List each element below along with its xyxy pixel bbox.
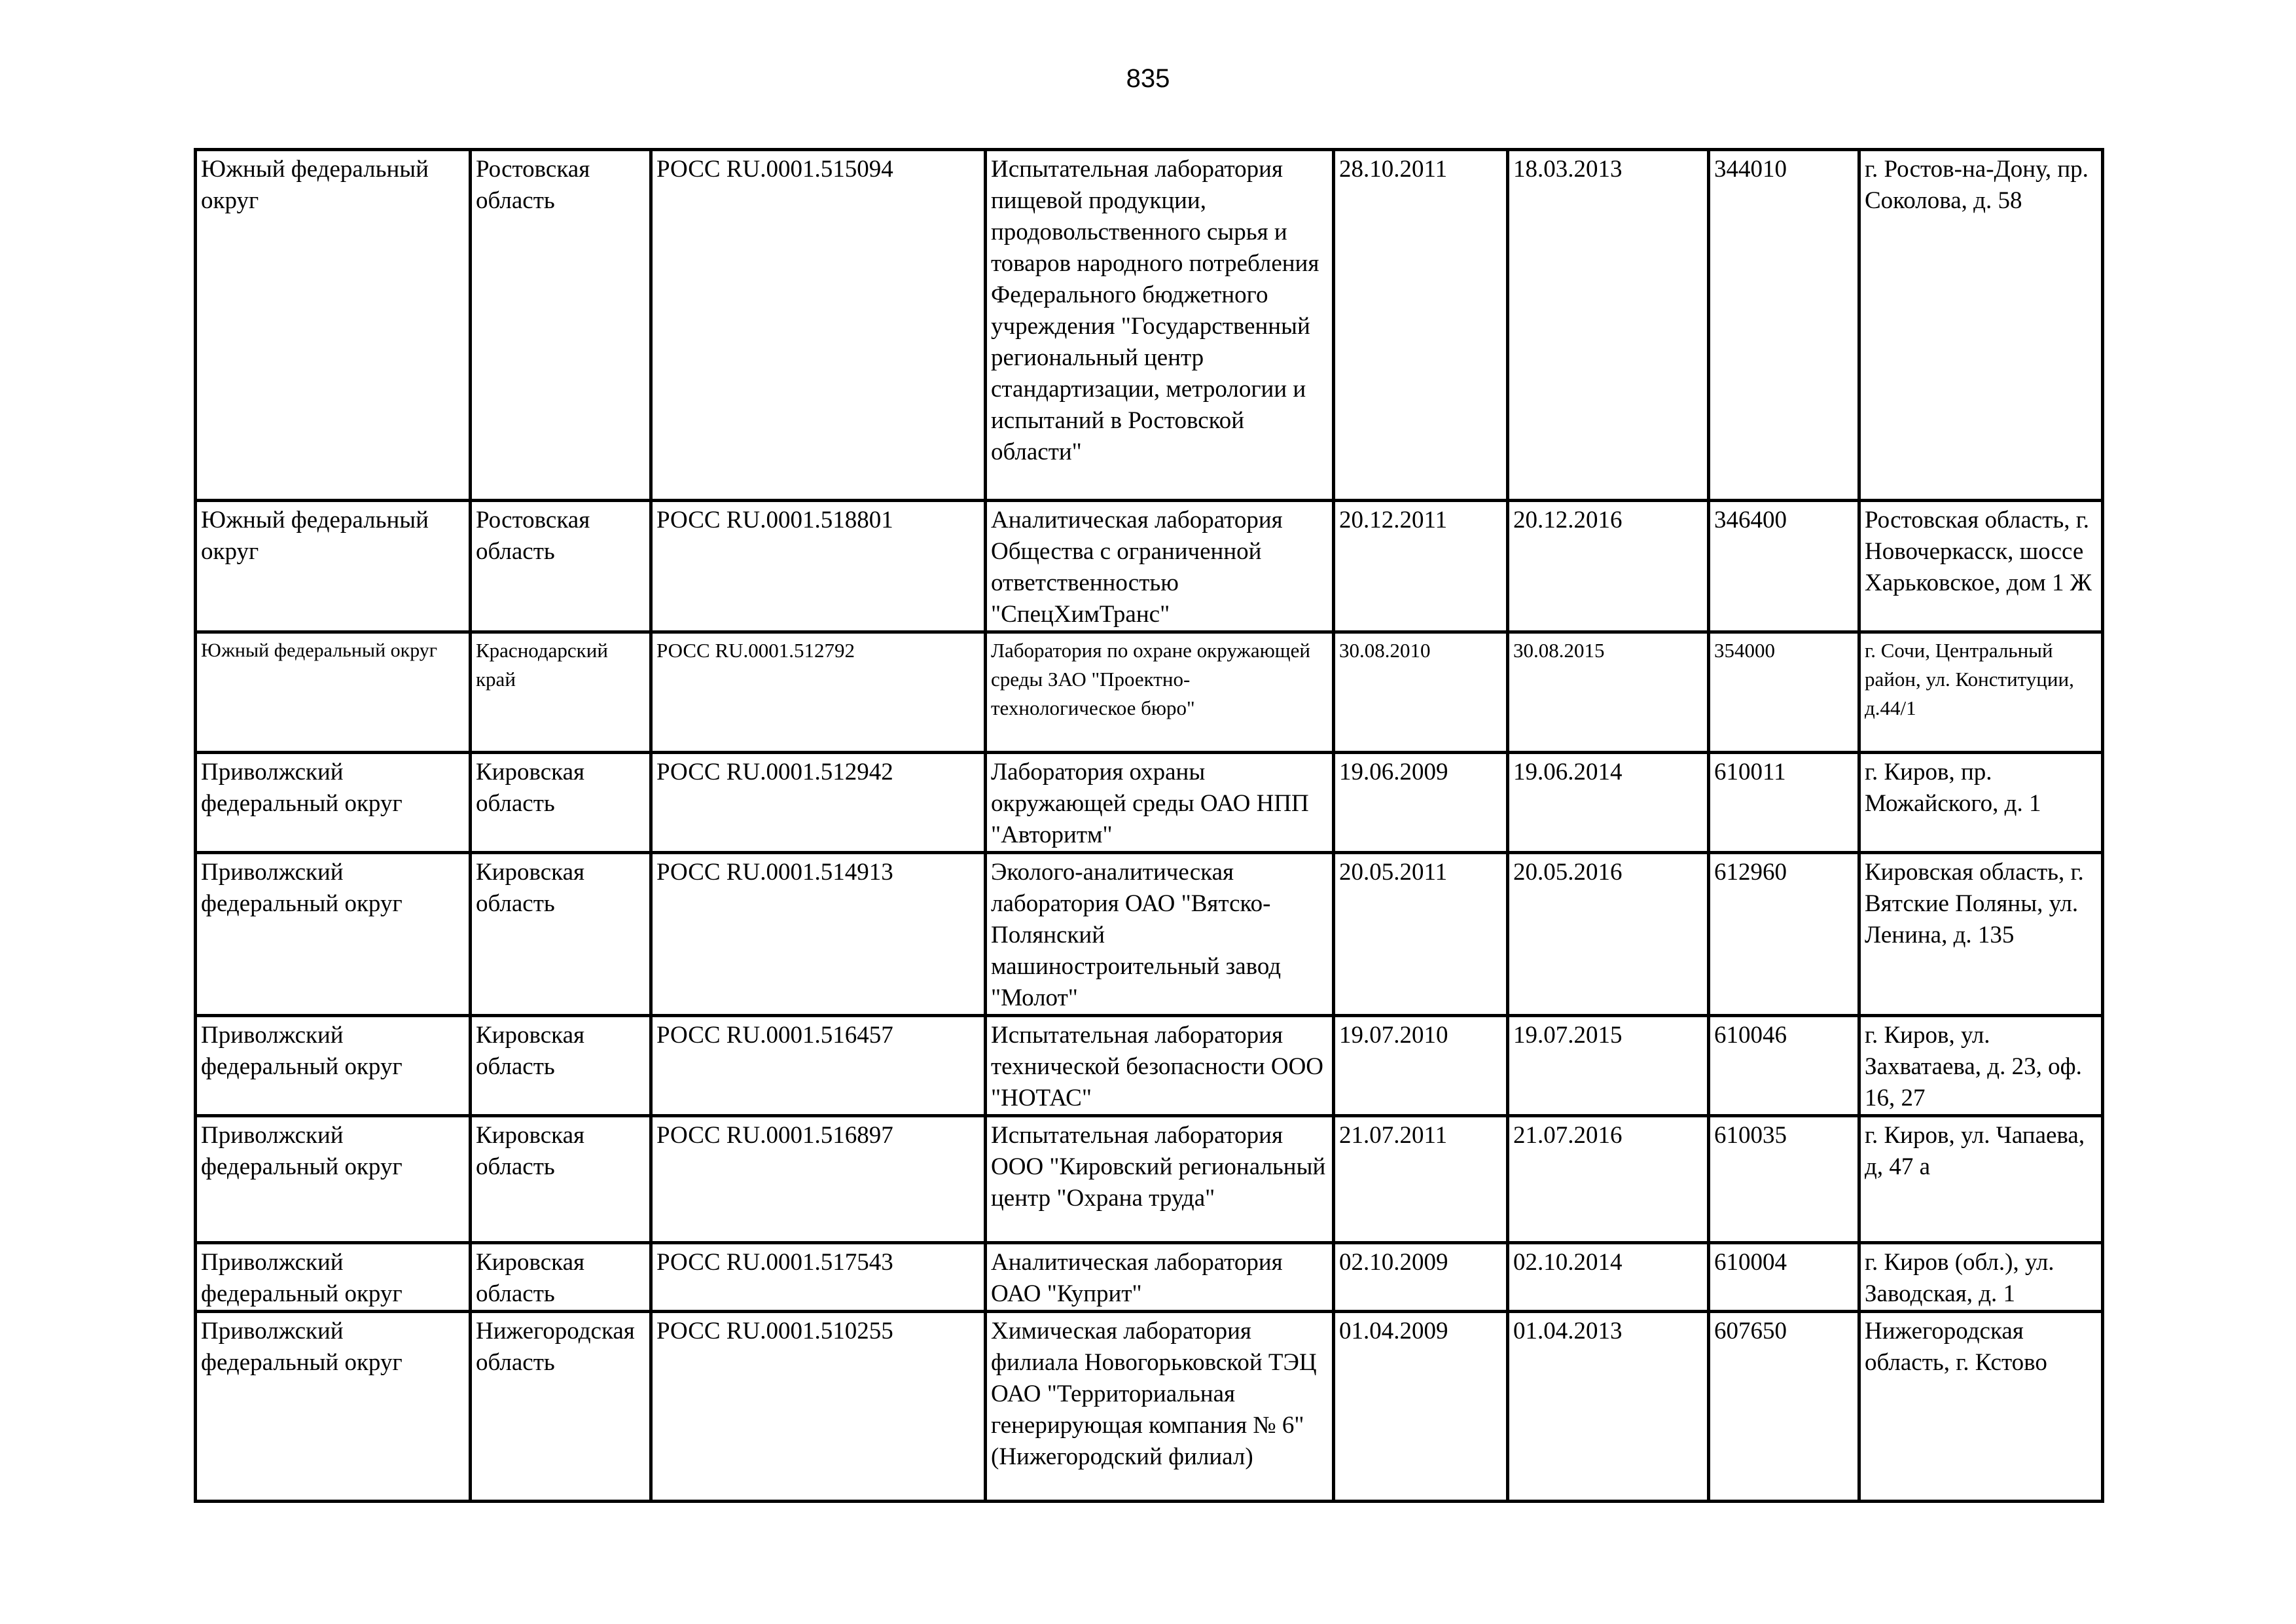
reg-number-cell: РОСС RU.0001.518801 <box>651 501 986 632</box>
laboratory-registry-table <box>194 148 2104 1503</box>
region-cell: Ростовская область <box>471 150 651 501</box>
date-from-cell: 19.06.2009 <box>1334 753 1508 853</box>
reg-number-cell: РОСС RU.0001.516457 <box>651 1016 986 1116</box>
postcode-cell: 607650 <box>1709 1312 1859 1502</box>
date-to-cell: 19.07.2015 <box>1508 1016 1709 1116</box>
date-to-cell: 19.06.2014 <box>1508 753 1709 853</box>
table-row <box>196 753 2103 853</box>
date-from-cell: 28.10.2011 <box>1334 150 1508 501</box>
reg-number-cell: РОСС RU.0001.517543 <box>651 1243 986 1312</box>
date-from-cell: 02.10.2009 <box>1334 1243 1508 1312</box>
postcode-cell: 344010 <box>1709 150 1859 501</box>
district-cell: Южный федеральный округ <box>196 501 471 632</box>
address-cell: г. Киров (обл.), ул. Заводская, д. 1 <box>1859 1243 2103 1312</box>
district-cell: Приволжский федеральный округ <box>196 1312 471 1502</box>
date-from-cell: 30.08.2010 <box>1334 632 1508 753</box>
address-cell: г. Сочи, Центральный район, ул. Конституции, д.44/1 <box>1859 632 2103 753</box>
address-cell: г. Ростов-на-Дону, пр. Соколова, д. 58 <box>1859 150 2103 501</box>
table-row <box>196 853 2103 1016</box>
table-row <box>196 501 2103 632</box>
lab-name-cell: Аналитическая лаборатория ОАО "Куприт" <box>986 1243 1334 1312</box>
date-to-cell: 20.12.2016 <box>1508 501 1709 632</box>
date-to-cell: 20.05.2016 <box>1508 853 1709 1016</box>
postcode-cell: 610004 <box>1709 1243 1859 1312</box>
lab-name-cell: Испытательная лаборатория технической безопасности ООО "НОТАС" <box>986 1016 1334 1116</box>
date-from-cell: 20.12.2011 <box>1334 501 1508 632</box>
date-to-cell: 02.10.2014 <box>1508 1243 1709 1312</box>
region-cell: Кировская область <box>471 1016 651 1116</box>
lab-name-cell: Химическая лаборатория филиала Новогорьковской ТЭЦ ОАО "Территориальная генерирующая компания № 6" (Нижегородский филиал) <box>986 1312 1334 1502</box>
postcode-cell: 354000 <box>1709 632 1859 753</box>
region-cell: Кировская область <box>471 1243 651 1312</box>
reg-number-cell: РОСС RU.0001.512942 <box>651 753 986 853</box>
address-cell: г. Киров, ул. Захватаева, д. 23, оф. 16, 27 <box>1859 1016 2103 1116</box>
date-from-cell: 21.07.2011 <box>1334 1116 1508 1243</box>
reg-number-cell: РОСС RU.0001.514913 <box>651 853 986 1016</box>
postcode-cell: 610046 <box>1709 1016 1859 1116</box>
address-cell: Кировская область, г. Вятские Поляны, ул. Ленина, д. 135 <box>1859 853 2103 1016</box>
lab-name-cell: Эколого-аналитическая лаборатория ОАО "Вятско-Полянский машиностроительный завод "Молот" <box>986 853 1334 1016</box>
table-row <box>196 1016 2103 1116</box>
region-cell: Ростовская область <box>471 501 651 632</box>
postcode-cell: 610011 <box>1709 753 1859 853</box>
district-cell: Южный федеральный округ <box>196 632 471 753</box>
postcode-cell: 612960 <box>1709 853 1859 1016</box>
page-number: 835 <box>1126 64 1170 93</box>
lab-name-cell: Испытательная лаборатория ООО "Кировский региональный центр "Охрана труда" <box>986 1116 1334 1243</box>
date-to-cell: 01.04.2013 <box>1508 1312 1709 1502</box>
date-from-cell: 01.04.2009 <box>1334 1312 1508 1502</box>
district-cell: Приволжский федеральный округ <box>196 1016 471 1116</box>
region-cell: Кировская область <box>471 1116 651 1243</box>
region-cell: Нижегородская область <box>471 1312 651 1502</box>
address-cell: г. Киров, пр. Можайского, д. 1 <box>1859 753 2103 853</box>
district-cell: Приволжский федеральный округ <box>196 853 471 1016</box>
reg-number-cell: РОСС RU.0001.512792 <box>651 632 986 753</box>
table-row <box>196 150 2103 501</box>
table-row <box>196 1243 2103 1312</box>
district-cell: Приволжский федеральный округ <box>196 1116 471 1243</box>
district-cell: Южный федеральный округ <box>196 150 471 501</box>
address-cell: Ростовская область, г. Новочеркасск, шоссе Харьковское, дом 1 Ж <box>1859 501 2103 632</box>
district-cell: Приволжский федеральный округ <box>196 753 471 853</box>
region-cell: Краснодарский край <box>471 632 651 753</box>
date-to-cell: 21.07.2016 <box>1508 1116 1709 1243</box>
table-row <box>196 1116 2103 1243</box>
region-cell: Кировская область <box>471 853 651 1016</box>
lab-name-cell: Лаборатория по охране окружающей среды ЗАО "Проектно-технологическое бюро" <box>986 632 1334 753</box>
address-cell: г. Киров, ул. Чапаева, д, 47 а <box>1859 1116 2103 1243</box>
reg-number-cell: РОСС RU.0001.515094 <box>651 150 986 501</box>
date-to-cell: 30.08.2015 <box>1508 632 1709 753</box>
lab-name-cell: Лаборатория охраны окружающей среды ОАО НПП "Авторитм" <box>986 753 1334 853</box>
postcode-cell: 346400 <box>1709 501 1859 632</box>
date-to-cell: 18.03.2013 <box>1508 150 1709 501</box>
district-cell: Приволжский федеральный округ <box>196 1243 471 1312</box>
table-row <box>196 632 2103 753</box>
reg-number-cell: РОСС RU.0001.516897 <box>651 1116 986 1243</box>
region-cell: Кировская область <box>471 753 651 853</box>
lab-name-cell: Аналитическая лаборатория Общества с ограниченной ответственностью "СпецХимТранс" <box>986 501 1334 632</box>
reg-number-cell: РОСС RU.0001.510255 <box>651 1312 986 1502</box>
table-row <box>196 1312 2103 1502</box>
date-from-cell: 20.05.2011 <box>1334 853 1508 1016</box>
lab-name-cell: Испытательная лаборатория пищевой продукции, продовольственного сырья и товаров народного потребления Федерального бюджетного учреждения "Государственный региональный центр стандартизации, метрологии и испытаний в Ростовской области" <box>986 150 1334 501</box>
date-from-cell: 19.07.2010 <box>1334 1016 1508 1116</box>
postcode-cell: 610035 <box>1709 1116 1859 1243</box>
address-cell: Нижегородская область, г. Кстово <box>1859 1312 2103 1502</box>
